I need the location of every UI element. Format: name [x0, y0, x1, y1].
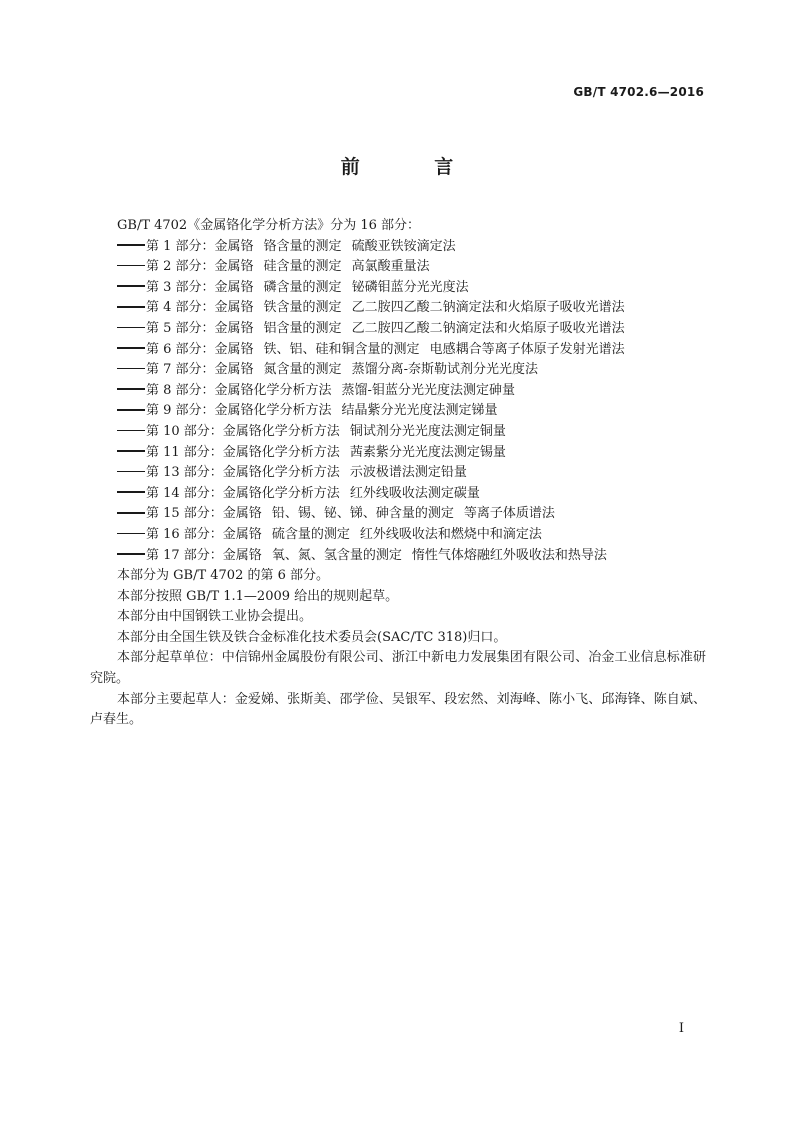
- em-dash-mark: [117, 327, 145, 329]
- part-prefix: 第 13 部分：金属铬化学分析方法: [146, 465, 340, 481]
- em-dash-mark: [117, 512, 145, 514]
- part-method: 乙二胺四乙酸二钠滴定法和火焰原子吸收光谱法: [351, 320, 625, 336]
- part-method: 茜素紫分光光度法测定锡量: [349, 444, 506, 460]
- part-prefix: 第 7 部分：金属铬: [146, 362, 254, 378]
- em-dash-mark: [117, 533, 145, 535]
- part-item: [90, 298, 706, 319]
- em-dash-mark: [117, 306, 145, 308]
- part-prefix: 第 10 部分：金属铬化学分析方法: [146, 423, 340, 439]
- em-dash-mark: [117, 430, 145, 432]
- em-dash-mark: [117, 491, 145, 493]
- em-dash-mark: [117, 409, 145, 411]
- body-paragraph: 本部分为 GB/T 4702 的第 6 部分。: [117, 568, 330, 584]
- part-subject: 氧、氮、氢含量的测定: [271, 547, 402, 563]
- part-item: [90, 546, 706, 567]
- part-prefix: 第 14 部分：金属铬化学分析方法: [146, 485, 340, 501]
- part-subject: 铁、铝、硅和铜含量的测定: [263, 341, 420, 357]
- em-dash-mark: [117, 553, 145, 555]
- part-item: [90, 237, 706, 258]
- em-dash-mark: [117, 368, 145, 370]
- part-method: 示波极谱法测定铅量: [349, 465, 467, 481]
- part-item: [90, 504, 706, 525]
- part-method: 结晶紫分光光度法测定锑量: [341, 403, 498, 419]
- em-dash-mark: [117, 285, 145, 287]
- part-method: 等离子体质谱法: [463, 506, 555, 522]
- part-item: [90, 319, 706, 340]
- em-dash-mark: [117, 471, 145, 473]
- part-method: 铋磷钼蓝分光光度法: [351, 279, 469, 295]
- part-prefix: 第 2 部分：金属铬: [146, 259, 254, 275]
- part-item: [90, 422, 706, 443]
- em-dash-mark: [117, 244, 145, 246]
- part-method: 蒸馏分离-奈斯勒试剂分光光度法: [351, 362, 538, 378]
- part-method: 红外线吸收法测定碳量: [349, 485, 480, 501]
- paragraph-list: [90, 566, 706, 731]
- part-subject: 氮含量的测定: [263, 362, 342, 378]
- part-subject: 硫含量的测定: [271, 526, 350, 542]
- part-prefix: 第 11 部分：金属铬化学分析方法: [146, 444, 340, 460]
- part-item: [90, 278, 706, 299]
- part-subject: 磷含量的测定: [263, 279, 342, 295]
- part-prefix: 第 6 部分：金属铬: [146, 341, 254, 357]
- part-prefix: 第 1 部分：金属铬: [146, 238, 254, 254]
- part-method: 乙二胺四乙酸二钠滴定法和火焰原子吸收光谱法: [351, 300, 625, 316]
- body-paragraph: 本部分由中国钢铁工业协会提出。: [117, 609, 313, 625]
- part-item: [90, 525, 706, 546]
- part-item: [90, 257, 706, 278]
- part-method: 硫酸亚铁铵滴定法: [351, 238, 456, 254]
- part-prefix: 第 3 部分：金属铬: [146, 279, 254, 295]
- part-prefix: 第 5 部分：金属铬: [146, 320, 254, 336]
- part-method: 电感耦合等离子体原子发射光谱法: [429, 341, 625, 357]
- document-body: [90, 216, 706, 731]
- part-subject: 铅、锡、铋、锑、砷含量的测定: [271, 506, 454, 522]
- standard-code: GB/T 4702.6—2016: [573, 85, 704, 99]
- part-prefix: 第 4 部分：金属铬: [146, 300, 254, 316]
- part-prefix: 第 16 部分：金属铬: [146, 526, 262, 542]
- page-title: 前 言: [340, 156, 488, 178]
- body-paragraph: 本部分由全国生铁及铁合金标准化技术委员会(SAC/TC 318)归口。: [117, 629, 507, 645]
- part-subject: 铬含量的测定: [263, 238, 342, 254]
- part-prefix: 第 8 部分：金属铬化学分析方法: [146, 382, 332, 398]
- part-subject: 铁含量的测定: [263, 300, 342, 316]
- part-prefix: 第 9 部分：金属铬化学分析方法: [146, 403, 332, 419]
- part-method: 惰性气体熔融红外吸收法和热导法: [411, 547, 607, 563]
- part-subject: 铝含量的测定: [263, 320, 342, 336]
- part-item: [90, 443, 706, 464]
- parts-list: [90, 237, 706, 567]
- part-item: [90, 401, 706, 422]
- part-prefix: 第 15 部分：金属铬: [146, 506, 262, 522]
- part-item: [90, 381, 706, 402]
- part-method: 铜试剂分光光度法测定铜量: [349, 423, 506, 439]
- part-prefix: 第 17 部分：金属铬: [146, 547, 262, 563]
- em-dash-mark: [117, 450, 145, 452]
- page-number: I: [678, 1021, 684, 1036]
- em-dash-mark: [117, 265, 145, 267]
- em-dash-mark: [117, 347, 145, 349]
- part-item: [90, 463, 706, 484]
- part-subject: 硅含量的测定: [263, 259, 342, 275]
- em-dash-mark: [117, 388, 145, 390]
- part-method: 高氯酸重量法: [351, 259, 430, 275]
- intro-line: GB/T 4702《金属铬化学分析方法》分为 16 部分：: [117, 218, 421, 233]
- part-method: 蒸馏-钼蓝分光光度法测定砷量: [341, 382, 515, 398]
- part-item: [90, 340, 706, 361]
- body-paragraph: 本部分起草单位：中信锦州金属股份有限公司、浙江中新电力发展集团有限公司、冶金工业信息标准研究院。: [90, 650, 706, 687]
- part-item: [90, 360, 706, 381]
- body-paragraph: 本部分主要起草人：金爱娣、张斯美、邵学俭、吴银军、段宏然、刘海峰、陈小飞、邱海锋、陈自斌、卢春生。: [90, 691, 706, 728]
- body-paragraph: 本部分按照 GB/T 1.1—2009 给出的规则起草。: [117, 588, 399, 604]
- part-method: 红外线吸收法和燃烧中和滴定法: [359, 526, 542, 542]
- part-item: [90, 484, 706, 505]
